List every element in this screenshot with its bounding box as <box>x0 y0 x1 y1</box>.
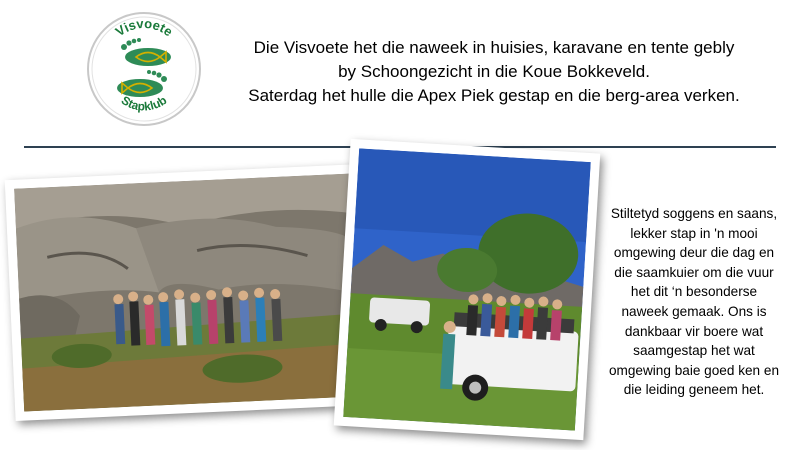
side-line: omgewing deur die dag en <box>613 245 775 261</box>
rocks-scene <box>14 173 362 411</box>
side-line: omgewing baie goed ken en <box>608 362 780 378</box>
side-line: die saamkuier om die vuur <box>614 264 774 280</box>
group-photo-rocks <box>5 164 372 421</box>
side-line: Stiltetyd soggens en saans, <box>610 206 778 221</box>
side-line: die leiding geneem het. <box>623 382 765 398</box>
logo-badge <box>84 10 204 128</box>
header-line: by Schoongezicht in die Koue Bokkeveld. <box>338 62 650 81</box>
header-line: Saterdag het hulle die Apex Piek gestap en die berg-area verken. <box>248 86 740 105</box>
header-line: Die Visvoete het die naweek in huisies, karavane en tente gebly <box>253 38 735 57</box>
side-line: het dit ‘n besonderse <box>630 284 758 300</box>
group-photo-bakkie <box>334 139 601 440</box>
header-text <box>230 36 758 108</box>
side-line: dankbaar vir boere wat <box>624 323 764 339</box>
side-line: saamgestap het wat <box>633 343 755 359</box>
logo-bottom-text: Stapklub <box>118 93 170 114</box>
side-line: naweek gemaak. Ons is <box>621 303 767 319</box>
club-logo <box>84 10 204 128</box>
bakkie-scene <box>343 148 591 430</box>
side-line: lekker stap in 'n mooi <box>630 225 758 241</box>
side-text <box>593 204 795 400</box>
logo-top-text: Visvoete <box>112 15 176 40</box>
